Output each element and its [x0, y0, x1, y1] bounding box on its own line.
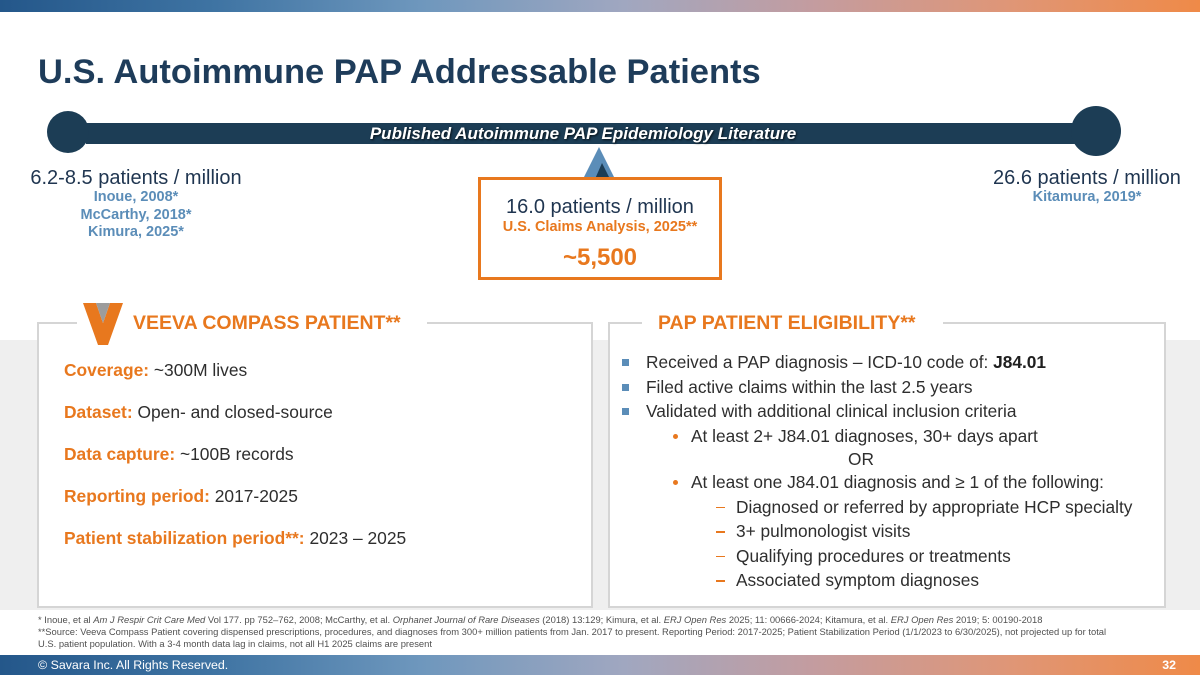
footnotes	[38, 614, 1113, 650]
timeline-pointer-icon	[582, 146, 616, 179]
following-text: Qualifying procedures or treatments	[736, 545, 1011, 566]
timeline-start-dot	[47, 111, 89, 153]
dash-bullet-icon	[716, 531, 725, 533]
journal-name: Orphanet Journal of Rare Diseases	[392, 614, 540, 625]
footnote-text: 2025; 11: 00666-2024; Kitamura, et al.	[726, 614, 891, 625]
detail-label: Dataset:	[64, 402, 133, 422]
source-citation: McCarthy, 2018*	[80, 206, 192, 223]
following-text: 3+ pulmonologist visits	[736, 521, 911, 541]
high-estimate-rate: 26.6 patients / million	[993, 167, 1181, 189]
detail-row	[64, 528, 584, 570]
copyright-notice: © Savara Inc. All Rights Reserved.	[38, 658, 229, 672]
detail-value: ~100B records	[179, 444, 294, 464]
detail-label: Reporting period:	[64, 486, 210, 506]
detail-value: Open- and closed-source	[137, 402, 333, 422]
dash-bullet-icon	[716, 556, 725, 558]
criterion-item	[612, 350, 1162, 375]
high-estimate-group	[982, 167, 1192, 207]
dot-bullet-icon	[673, 434, 678, 439]
veeva-logo	[83, 303, 123, 345]
source-footnote: **Source: Veeva Compass Patient covering dispensed prescriptions, procedures, and diagnoses from 300+ million patients from Jan. 2017 to present. Reporting Period: 2017-2025; Patient Stabilization Period (1/1/2023 to 6/30/2025), not projected up for total U.S. patient population. With a 3-4 month data lag in claims, not all H1 2025 claims are present	[38, 626, 1107, 649]
criterion-text: Received a PAP diagnosis – ICD-10 code of:	[646, 352, 994, 372]
detail-row	[64, 444, 584, 486]
following-text: Associated symptom diagnoses	[736, 570, 980, 590]
low-estimate-group	[20, 167, 252, 242]
following-item	[612, 495, 1162, 520]
journal-name: ERJ Open Res	[890, 614, 954, 625]
criterion-item	[612, 399, 1162, 424]
veeva-panel-heading: VEEVA COMPASS PATIENT**	[133, 312, 401, 334]
clinical-option-text: At least 2+ J84.01 diagnoses, 30+ days apart	[691, 425, 1038, 446]
claims-rate: 16.0 patients / million	[506, 196, 694, 218]
references-footnote	[38, 614, 1113, 626]
detail-row	[64, 402, 584, 444]
detail-row	[64, 360, 584, 402]
footnote-text: Vol 177. pp 752–762, 2008; McCarthy, et al.	[205, 614, 393, 625]
dash-bullet-icon	[716, 580, 725, 582]
clinical-option-text: At least one J84.01 diagnosis and ≥ 1 of the following:	[691, 472, 1104, 492]
claims-analysis-box	[478, 177, 722, 280]
source-citation: Kimura, 2025*	[88, 224, 184, 240]
page-title: U.S. Autoimmune PAP Addressable Patients	[38, 53, 761, 91]
detail-value: ~300M lives	[153, 360, 248, 380]
dot-bullet-icon	[673, 480, 678, 485]
square-bullet-icon	[622, 408, 629, 415]
veeva-details-list	[64, 360, 584, 570]
page-number: 32	[1162, 658, 1176, 672]
addressable-patients-estimate: ~5,500	[562, 244, 638, 271]
detail-label: Data capture:	[64, 444, 176, 464]
detail-row	[64, 486, 584, 528]
top-gradient-bar	[0, 0, 1200, 12]
detail-value: 2017-2025	[214, 486, 298, 506]
icd-code: J84.01	[993, 352, 1046, 372]
source-citation: Inoue, 2008*	[93, 189, 179, 205]
following-item	[612, 568, 1162, 593]
dash-bullet-icon	[716, 507, 725, 509]
criterion-text: Validated with additional clinical inclusion criteria	[646, 401, 1017, 421]
detail-label: Coverage:	[64, 360, 150, 380]
eligibility-panel-heading: PAP PATIENT ELIGIBILITY**	[658, 312, 916, 334]
journal-name: Am J Respir Crit Care Med	[93, 614, 206, 625]
timeline-label: Published Autoimmune PAP Epidemiology Literature	[369, 124, 797, 143]
claims-source: U.S. Claims Analysis, 2025**	[502, 219, 698, 235]
footnote-text: 2019; 5: 00190-2018	[953, 614, 1043, 625]
journal-name: ERJ Open Res	[663, 614, 727, 625]
source-citation: Kitamura, 2019*	[1032, 189, 1142, 205]
footnote-text: (2018) 13:129; Kimura, et al.	[539, 614, 664, 625]
following-item	[612, 519, 1162, 544]
options-separator: OR	[848, 449, 874, 469]
detail-value: 2023 – 2025	[309, 528, 407, 548]
clinical-option-item	[612, 424, 1162, 449]
detail-label: Patient stabilization period**:	[64, 528, 305, 548]
following-text: Diagnosed or referred by appropriate HCP specialty	[736, 496, 1133, 517]
square-bullet-icon	[622, 359, 629, 366]
criterion-item	[612, 375, 1162, 400]
criterion-text: Filed active claims within the last 2.5 years	[646, 376, 973, 397]
square-bullet-icon	[622, 384, 629, 391]
following-item	[612, 544, 1162, 569]
clinical-option-item	[612, 470, 1162, 495]
low-estimate-rate: 6.2-8.5 patients / million	[30, 167, 242, 189]
eligibility-criteria-list	[612, 350, 1162, 593]
footnote-text: * Inoue, et al	[38, 614, 94, 625]
